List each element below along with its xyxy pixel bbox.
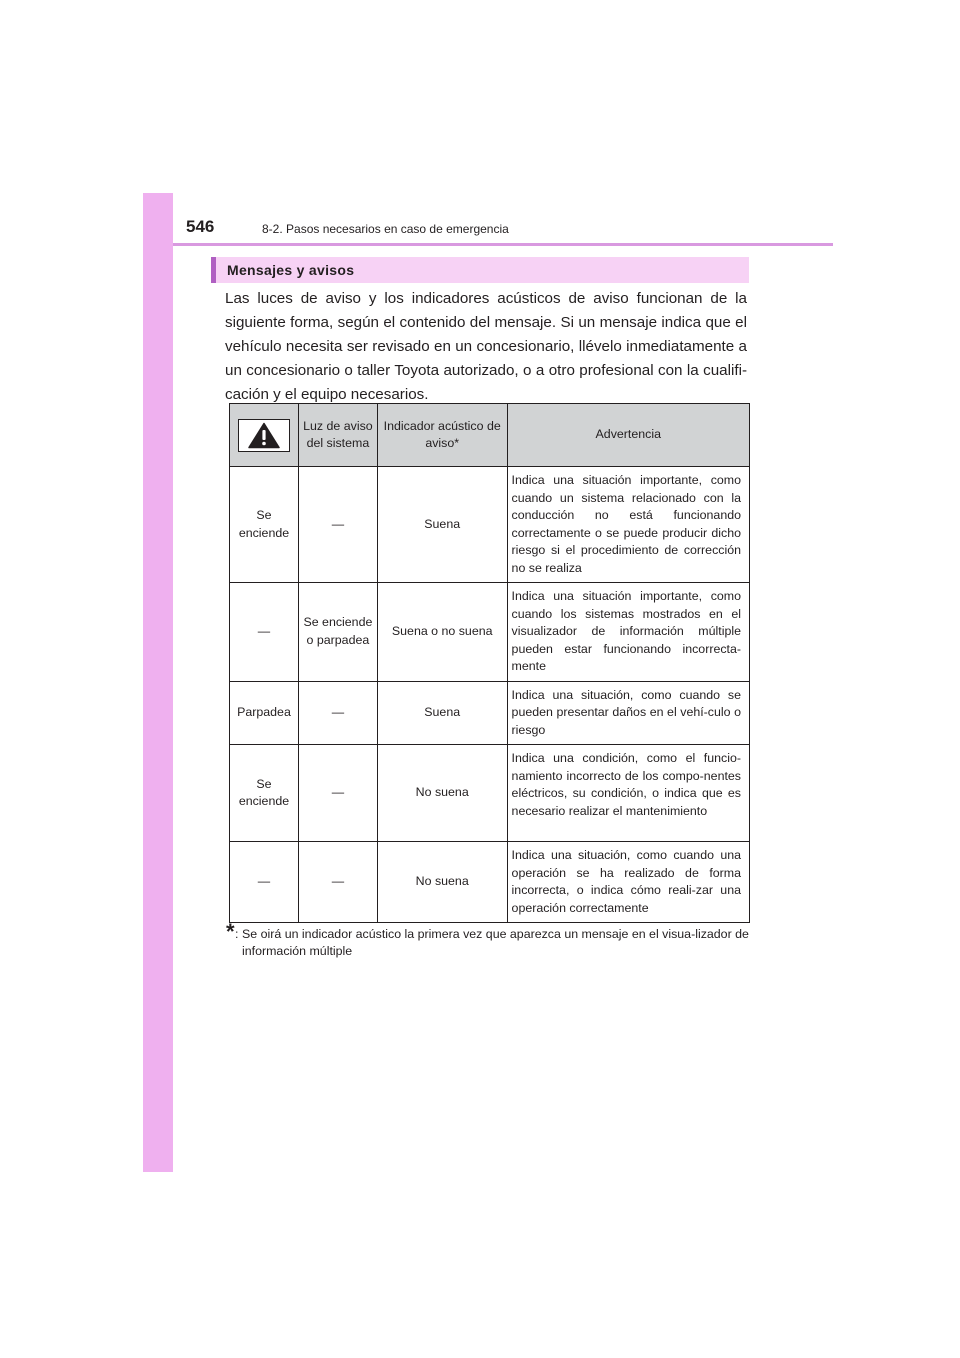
cell-system-light: — bbox=[298, 745, 377, 842]
cell-warning: Indica una situación, como cuando una operación se ha realizado de forma incorrecta, o indica cómo reali-zar una operación correctamente bbox=[507, 842, 749, 923]
cell-icon-status: Se enciende bbox=[230, 745, 299, 842]
header-icon-cell bbox=[230, 404, 299, 467]
header-buzzer: Indicador acústico de aviso* bbox=[377, 404, 507, 467]
header-system-light: Luz de aviso del sistema bbox=[298, 404, 377, 467]
header-divider bbox=[173, 243, 833, 246]
cell-system-light: — bbox=[298, 842, 377, 923]
cell-buzzer: Suena o no suena bbox=[377, 583, 507, 682]
table-row bbox=[230, 583, 750, 682]
cell-system-light: — bbox=[298, 467, 377, 583]
heading-title: Mensajes y avisos bbox=[227, 262, 355, 278]
table-row bbox=[230, 467, 750, 583]
intro-paragraph: Las luces de aviso y los indicadores acústicos de aviso funcionan de la siguiente forma, según el contenido del mensaje. Si un mensaje indica que el vehículo necesita ser revisado en un concesionario, llévelo inmediatamente a un concesionario o taller Toyota autorizado, o a otro profesional con la cualifi-cación y el equipo necesarios. bbox=[225, 290, 747, 403]
footnote bbox=[226, 919, 750, 960]
cell-system-light: — bbox=[298, 681, 377, 745]
cell-warning: Indica una situación importante, como cuando un sistema relacionado con la conducción no está funcionando correctamente o se puede producir dicho riesgo si el procedimiento de corrección no se realiza bbox=[507, 467, 749, 583]
cell-system-light: Se enciende o parpadea bbox=[298, 583, 377, 682]
footnote-separator: : bbox=[235, 927, 239, 941]
warning-triangle-icon bbox=[238, 419, 290, 452]
cell-buzzer: No suena bbox=[377, 745, 507, 842]
cell-icon-status: — bbox=[230, 583, 299, 682]
side-tab-strip bbox=[143, 193, 173, 1172]
warning-table bbox=[229, 403, 750, 923]
footnote-marker: * bbox=[226, 919, 235, 944]
heading-box bbox=[211, 257, 749, 283]
table-row bbox=[230, 745, 750, 842]
cell-buzzer: Suena bbox=[377, 467, 507, 583]
cell-warning: Indica una situación, como cuando se pueden presentar daños en el vehí-culo o riesgo bbox=[507, 681, 749, 745]
table-header-row bbox=[230, 404, 750, 467]
table-row bbox=[230, 681, 750, 745]
table-row bbox=[230, 842, 750, 923]
page-header bbox=[173, 214, 833, 248]
cell-warning: Indica una condición, como el funcio-namiento incorrecto de los compo-nentes eléctricos, su condición, o indica que es necesario realizar el mantenimiento bbox=[507, 745, 749, 842]
section-title: 8-2. Pasos necesarios en caso de emergencia bbox=[262, 222, 509, 236]
cell-buzzer: No suena bbox=[377, 842, 507, 923]
cell-icon-status: Parpadea bbox=[230, 681, 299, 745]
header-warning: Advertencia bbox=[507, 404, 749, 467]
page-number: 546 bbox=[186, 217, 215, 236]
cell-icon-status: Se enciende bbox=[230, 467, 299, 583]
cell-buzzer: Suena bbox=[377, 681, 507, 745]
cell-icon-status: — bbox=[230, 842, 299, 923]
footnote-text: Se oirá un indicador acústico la primera vez que aparezca un mensaje en el visua-lizador de información múltiple bbox=[242, 927, 749, 958]
cell-warning: Indica una situación importante, como cuando los sistemas mostrados en el visualizador de información múltiple pueden estar funcionando incorrecta-mente bbox=[507, 583, 749, 682]
